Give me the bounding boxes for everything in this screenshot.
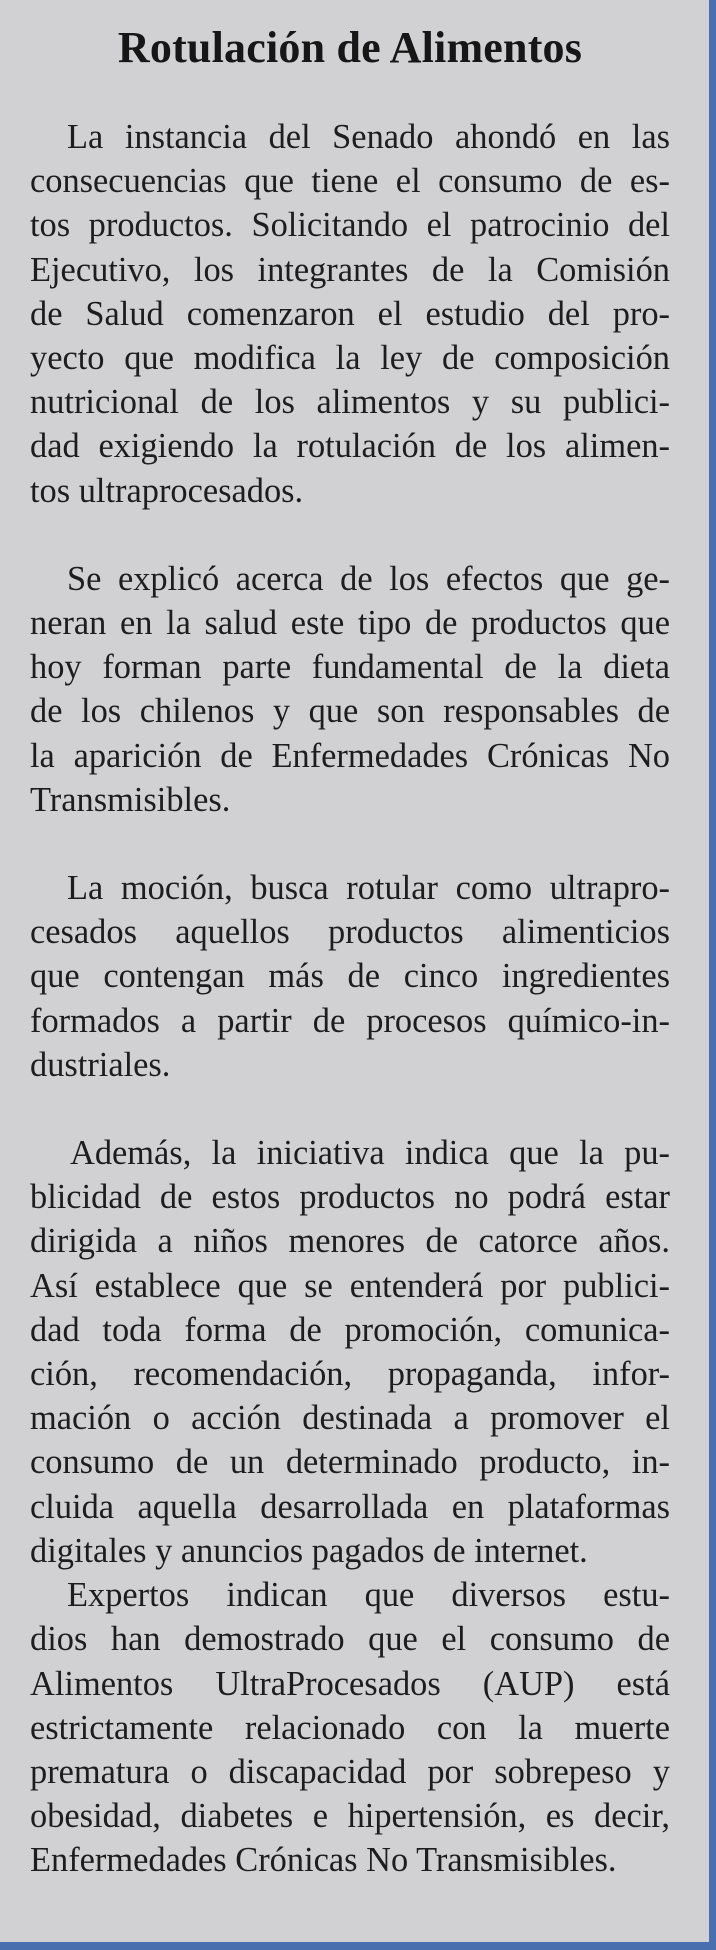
text-line: mación o acción destinada a promover el <box>30 1399 670 1438</box>
text-line: Alimentos UltraProcesados (AUP) está <box>30 1664 670 1703</box>
text-line: Expertos indican que diversos estu- <box>67 1576 670 1615</box>
text-line: consumo de un determinado producto, in- <box>30 1443 670 1482</box>
text-line: Ejecutivo, los integrantes de la Comisión <box>30 250 670 289</box>
text-line: tos ultraprocesados. <box>30 471 304 510</box>
text-line: La moción, busca rotular como ultrapro- <box>67 869 670 908</box>
text-line: dad toda forma de promoción, comunica- <box>30 1310 670 1349</box>
paragraph-4 <box>30 1131 670 1573</box>
text-line: Además, la iniciativa indica que la pu- <box>70 1134 670 1173</box>
text-line: digitales y anuncios pagados de internet. <box>30 1531 588 1570</box>
text-line: formados a partir de procesos químico-in- <box>30 1001 670 1040</box>
paragraph-5 <box>30 1573 670 1882</box>
paragraph-1 <box>30 115 670 513</box>
text-line: dad exigiendo la rotulación de los alimen- <box>30 427 670 466</box>
text-line: Transmisibles. <box>30 780 231 819</box>
article-body <box>30 115 670 1883</box>
text-line: Así establece que se entenderá por publici- <box>30 1266 670 1305</box>
text-line: obesidad, diabetes e hipertensión, es decir, <box>30 1797 670 1836</box>
paragraph-2 <box>30 557 670 822</box>
text-line: de Salud comenzaron el estudio del pro- <box>30 294 670 333</box>
article-title: Rotulación de Alimentos <box>117 23 583 72</box>
text-line: neran en la salud este tipo de productos que <box>30 604 670 643</box>
text-line: cluida aquella desarrollada en plataformas <box>30 1487 670 1526</box>
text-line: dios han demostrado que el consumo de <box>30 1620 670 1659</box>
text-line: prematura o discapacidad por sobrepeso y <box>30 1752 670 1791</box>
text-line: hoy forman parte fundamental de la dieta <box>30 648 670 687</box>
text-line: consecuencias que tiene el consumo de es- <box>30 162 670 201</box>
text-line: dustriales. <box>30 1045 171 1084</box>
bottom-border <box>0 1942 716 1950</box>
text-line: dirigida a niños menores de catorce años. <box>30 1222 670 1261</box>
text-line: blicidad de estos productos no podrá estar <box>30 1178 670 1217</box>
text-line: la aparición de Enfermedades Crónicas No <box>30 736 670 775</box>
right-border <box>709 0 716 1950</box>
text-line: tos productos. Solicitando el patrocinio del <box>30 206 670 245</box>
text-line: nutricional de los alimentos y su publici- <box>30 383 670 422</box>
text-line: ción, recomendación, propaganda, infor- <box>30 1355 670 1394</box>
text-line: estrictamente relacionado con la muerte <box>30 1708 670 1747</box>
article-content <box>30 18 670 1883</box>
text-line: yecto que modifica la ley de composición <box>30 339 670 378</box>
text-line: cesados aquellos productos alimenticios <box>30 913 670 952</box>
text-line: Se explicó acerca de los efectos que ge- <box>67 559 670 598</box>
text-line: que contengan más de cinco ingredientes <box>30 957 670 996</box>
text-line: Enfermedades Crónicas No Transmisibles. <box>30 1841 617 1880</box>
text-line: La instancia del Senado ahondó en las <box>67 118 670 156</box>
text-line: de los chilenos y que son responsables de <box>30 692 670 731</box>
paragraph-3 <box>30 866 670 1087</box>
